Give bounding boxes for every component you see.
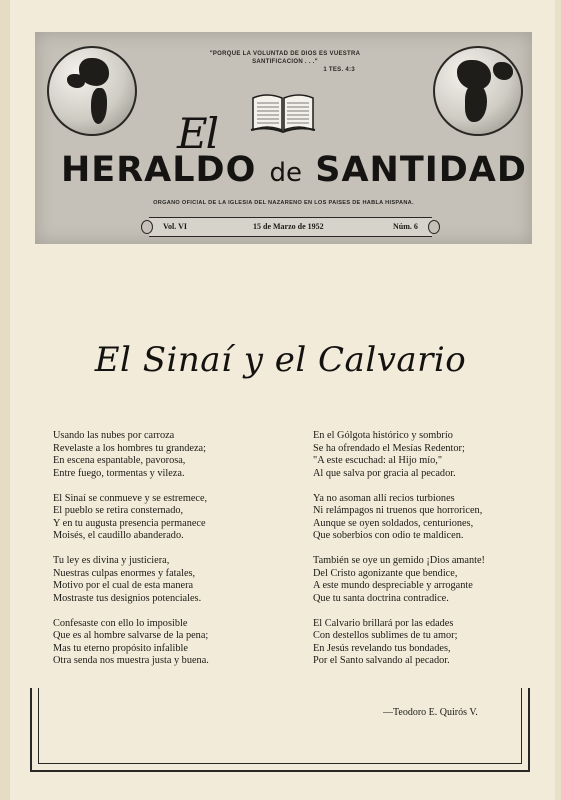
issue-number: Núm. 6 — [393, 222, 418, 231]
open-bible-icon — [249, 90, 317, 134]
scripture-verse — [185, 50, 385, 74]
verse-line: El pueblo se retira consternado, — [53, 505, 184, 516]
stanza — [313, 555, 535, 605]
verse-line: Con destellos sublimes de tu amor; — [313, 630, 458, 641]
poem-author: —Teodoro E. Quirós V. — [383, 707, 478, 718]
verse-line: El Sinaí se conmueve y se estremece, — [53, 492, 208, 504]
verse-line: Revelaste a los hombres tu grandeza; — [53, 442, 206, 454]
verse-line: Que es al hombre salvarse de la pena; — [53, 630, 209, 641]
verse-line: Que soberbios con odio te maldicen. — [313, 530, 464, 541]
stanza — [313, 493, 535, 543]
verse-reference: 1 TES. 4:3 — [323, 67, 355, 73]
verse-line: Ya no asoman allí recios turbiones — [313, 492, 455, 504]
verse-line: SANTIFICACION . . ." — [252, 59, 318, 65]
globe-americas-icon — [47, 46, 137, 136]
verse-line: Entre fuego, tormentas y vileza. — [53, 467, 185, 479]
verse-line: Motivo por el cual de esta manera — [53, 580, 194, 591]
title-heraldo: HERALDO — [61, 150, 257, 190]
verse-line: Tu ley es divina y justiciera, — [53, 555, 170, 566]
verse-line: Que tu santa doctrina contradice. — [313, 592, 449, 604]
verse-line: En el Gólgota histórico y sombrío — [313, 430, 453, 441]
verse-line: A este mundo despreciable y arrogante — [313, 580, 473, 591]
title-santidad: SANTIDAD — [315, 150, 527, 190]
verse-line: Mas tu eterno propósito infalible — [53, 642, 188, 654]
stanza — [53, 618, 293, 668]
verse-line: Nuestras culpas enormes y fatales, — [53, 567, 196, 579]
verse-line: Del Cristo agonizante que bendice, — [313, 567, 458, 579]
poem-right-column — [313, 430, 535, 680]
stanza — [313, 430, 535, 480]
poem-title: El Sinaí y el Calvario — [94, 340, 467, 380]
stanza — [313, 618, 535, 668]
verse-line: Aunque se oyen soldados, centuriones, — [313, 517, 474, 529]
issue-dateline — [149, 217, 432, 237]
verse-line: Por el Santo salvando al pecador. — [313, 655, 450, 666]
verse-line: Usando las nubes por carroza — [53, 430, 175, 441]
verse-line: Moisés, el caudillo abanderado. — [53, 530, 184, 541]
verse-line: También se oye un gemido ¡Dios amante! — [313, 555, 485, 566]
verse-line: Otra senda nos muestra justa y buena. — [53, 655, 209, 666]
decorative-frame — [30, 688, 530, 772]
verse-line: En Jesús revelando tus bondades, — [313, 642, 451, 654]
volume-label: Vol. VI — [163, 222, 188, 231]
masthead — [35, 32, 532, 244]
stanza — [53, 493, 293, 543]
verse-line: "PORQUE LA VOLUNTAD DE DIOS ES VUESTRA — [209, 51, 361, 57]
masthead-script-word: El — [177, 109, 218, 158]
verse-line: Ni relámpagos ni truenos que horroricen, — [313, 505, 483, 516]
issue-date: 15 de Marzo de 1952 — [253, 222, 324, 231]
verse-line: Confesaste con ello lo imposible — [53, 617, 188, 629]
verse-line: "A este escuchad: al Hijo mío," — [313, 455, 443, 466]
globe-africa-icon — [433, 46, 523, 136]
publication-subtitle: ORGANO OFICIAL DE LA IGLESIA DEL NAZARENO EN LOS PAISES DE HABLA HISPANA. — [153, 200, 414, 206]
verse-line: Mostraste tus designios potenciales. — [53, 592, 202, 604]
verse-line: Al que salva por gracia al pecador. — [313, 467, 456, 479]
stanza — [53, 555, 293, 605]
stanza — [53, 430, 293, 480]
title-de: de — [269, 158, 303, 188]
publication-title — [61, 148, 527, 195]
verse-line: Y en tu augusta presencia permanece — [53, 517, 206, 529]
verse-line: El Calvario brillará por las edades — [313, 617, 454, 629]
verse-line: Se ha ofrendado el Mesías Redentor; — [313, 442, 465, 454]
poem-left-column — [53, 430, 293, 680]
verse-line: En escena espantable, pavorosa, — [53, 455, 186, 466]
